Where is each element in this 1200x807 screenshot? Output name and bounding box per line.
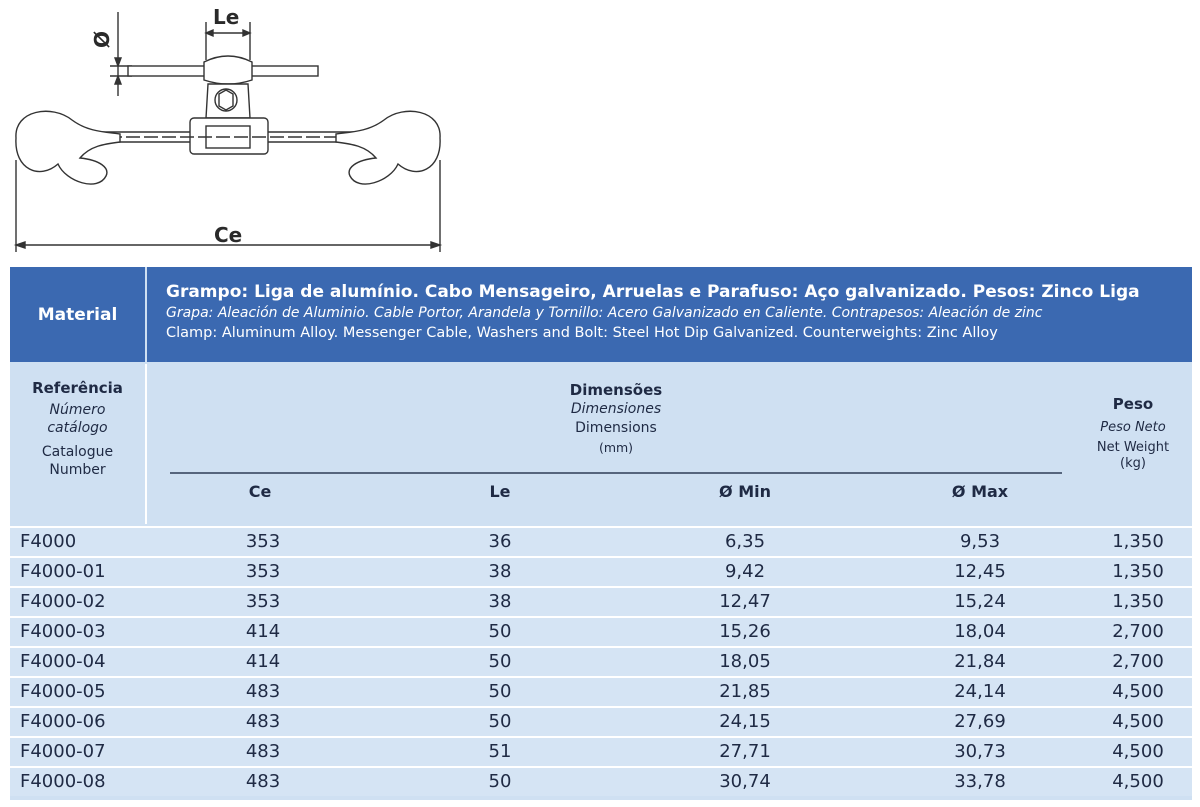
table-row [10,616,1192,646]
cell-dia-max: 24,14 [954,681,1006,702]
cell-weight: 1,350 [1112,561,1164,582]
cell-ce: 414 [245,651,281,672]
material-description [166,281,1186,343]
cell-reference: F4000-07 [20,741,106,762]
cell-dia-max: 21,84 [954,651,1006,672]
cell-dia-min: 12,47 [719,591,771,612]
cell-reference: F4000-08 [20,771,106,792]
table-row [10,676,1192,706]
cell-dia-max: 30,73 [954,741,1006,762]
cell-weight: 4,500 [1112,741,1164,762]
cell-reference: F4000 [20,531,77,552]
product-drawing [0,0,460,262]
reference-header-en-2: Number [49,462,106,478]
material-en: Clamp: Aluminum Alloy. Messenger Cable, Washers and Bolt: Steel Hot Dip Galvanized. Counterweights: Zinc Alloy [166,325,998,341]
cell-ce: 483 [245,681,281,702]
divider [145,364,147,524]
diameter-label: Ø [90,30,114,48]
weight-unit: (kg) [1120,456,1146,471]
cell-ce: 483 [245,711,281,732]
cell-dia-max: 9,53 [959,531,1001,552]
cell-weight: 4,500 [1112,711,1164,732]
dimensions-header-es: Dimensiones [570,401,662,417]
cell-dia-min: 30,74 [719,771,771,792]
cell-le: 38 [488,561,512,582]
dimensions-rule [170,472,1062,474]
table-row [10,766,1192,796]
cell-le: 36 [488,531,512,552]
cell-reference: F4000-05 [20,681,106,702]
col-header-ce: Ce [248,482,272,501]
cell-reference: F4000-03 [20,621,106,642]
reference-header [10,379,145,479]
cell-le: 50 [488,621,512,642]
cell-le: 50 [488,681,512,702]
cell-weight: 1,350 [1112,591,1164,612]
cell-dia-min: 15,26 [719,621,771,642]
cell-le: 38 [488,591,512,612]
cell-ce: 483 [245,771,281,792]
cell-ce: 353 [245,561,281,582]
table-row [10,736,1192,766]
material-es: Grapa: Aleación de Aluminio. Cable Portor, Arandela y Tornillo: Acero Galvanizado en Caliente. Contrapesos: Aleación de zinc [166,305,1043,321]
cell-ce: 353 [245,531,281,552]
reference-header-en-1: Catalogue [41,444,114,460]
cell-dia-min: 24,15 [719,711,771,732]
cell-ce: 483 [245,741,281,762]
material-label: Material [37,304,118,325]
col-header-dia-min: Ø Min [719,482,771,501]
cell-reference: F4000-02 [20,591,106,612]
cell-dia-min: 21,85 [719,681,771,702]
cell-weight: 2,700 [1112,651,1164,672]
cell-dia-min: 27,71 [719,741,771,762]
material-row [10,267,1192,362]
reference-header-es-2: catálogo [47,420,108,436]
weight-header-pt: Peso [1112,395,1154,413]
col-header-le: Le [489,482,511,501]
cell-ce: 414 [245,621,281,642]
cell-dia-max: 15,24 [954,591,1006,612]
cell-reference: F4000-04 [20,651,106,672]
table-row [10,556,1192,586]
cell-weight: 4,500 [1112,771,1164,792]
cell-dia-max: 33,78 [954,771,1006,792]
cell-le: 50 [488,711,512,732]
weight-header-en: Net Weight [1096,440,1170,455]
cell-dia-min: 6,35 [724,531,766,552]
cell-le: 50 [488,771,512,792]
ce-label: Ce [214,223,243,247]
dimensions-header [170,381,1062,457]
cell-weight: 4,500 [1112,681,1164,702]
column-header-row [10,364,1192,524]
reference-header-es-1: Número [49,402,106,418]
cell-weight: 1,350 [1112,531,1164,552]
le-label: Le [213,5,240,29]
cell-dia-max: 27,69 [954,711,1006,732]
cell-dia-min: 18,05 [719,651,771,672]
spec-table [10,267,1192,800]
table-row [10,706,1192,736]
cell-dia-min: 9,42 [724,561,766,582]
material-pt: Grampo: Liga de alumínio. Cabo Mensageiro, Arruelas e Parafuso: Aço galvanizado. Pesos: Zinco Liga [166,282,1140,302]
cell-weight: 2,700 [1112,621,1164,642]
cell-dia-max: 18,04 [954,621,1006,642]
weight-header [1078,394,1188,474]
col-header-dia-max: Ø Max [951,482,1009,501]
divider [145,267,147,362]
dimensions-unit: (mm) [598,440,634,455]
dimensions-header-en: Dimensions [575,420,657,436]
table-body [10,526,1192,796]
reference-header-pt: Referência [32,379,123,397]
weight-header-es: Peso Neto [1100,420,1166,435]
cell-dia-max: 12,45 [954,561,1006,582]
cell-ce: 353 [245,591,281,612]
dimensions-header-pt: Dimensões [569,381,663,399]
cell-reference: F4000-01 [20,561,106,582]
table-row [10,526,1192,556]
table-row [10,646,1192,676]
cell-le: 51 [488,741,512,762]
cell-le: 50 [488,651,512,672]
cell-reference: F4000-06 [20,711,106,732]
table-row [10,586,1192,616]
